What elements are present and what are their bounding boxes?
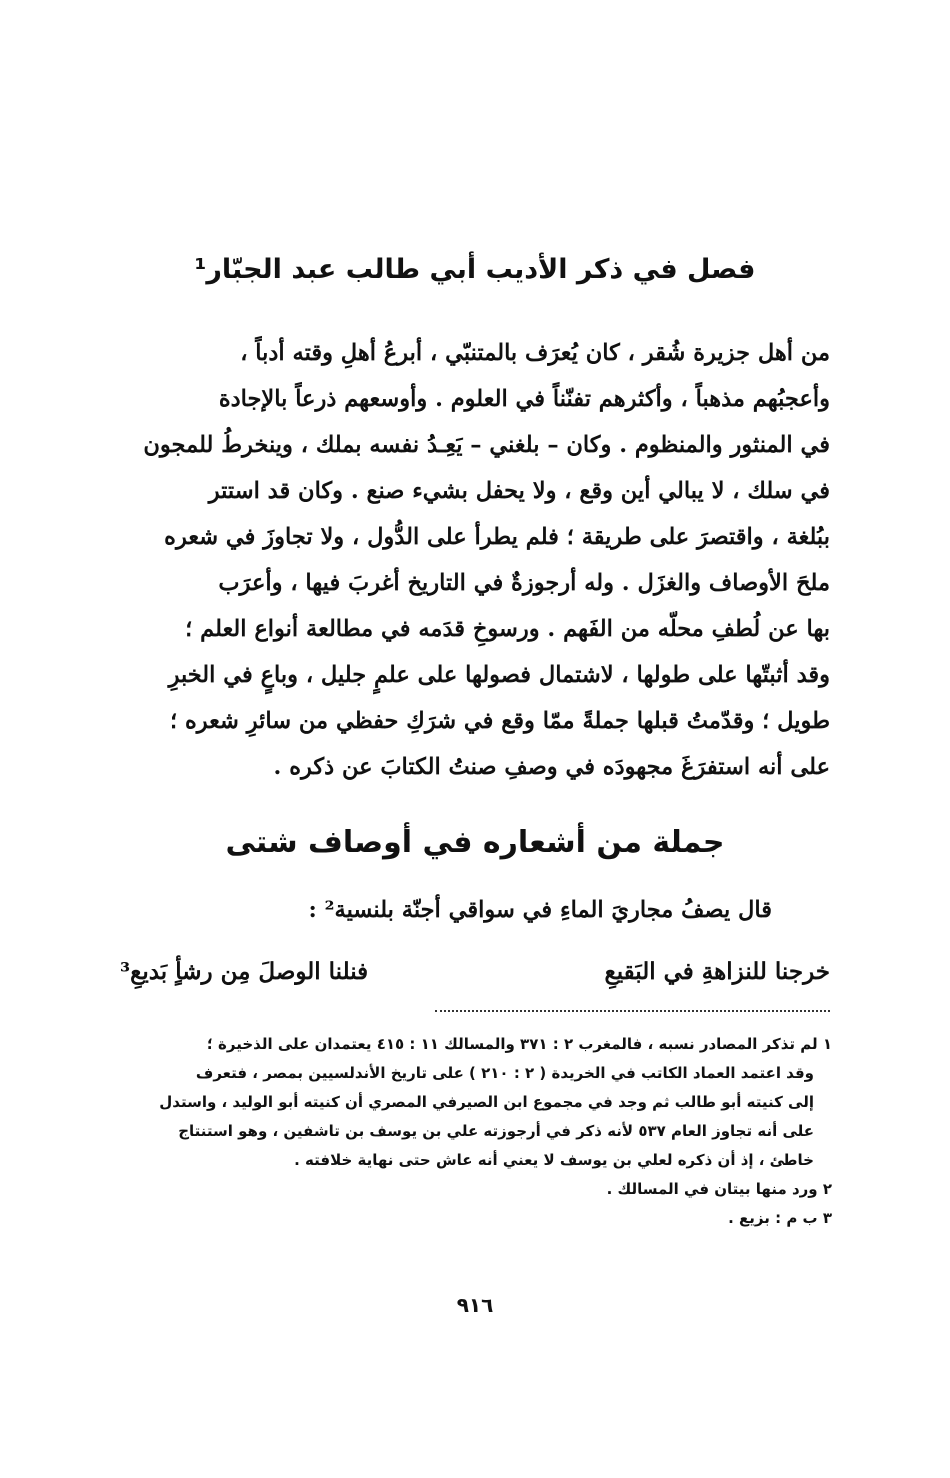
footnote-line: وقد اعتمد العماد الكاتب في الخريدة ( ٢ : ٢١٠ ) على تاريخ الأندلسيين بمصر ، فتعرف [195, 1064, 814, 1082]
verse-second-hemistich: فنلنا الوصلَ مِن رشأٍ بَديعِ³ [120, 958, 369, 985]
body-line: على أنه استفرَغَ مجهودَه في وصفِ صنتُ الكتابَ عن ذكره . [273, 754, 830, 780]
poems-subtitle: جملة من أشعاره في أوصاف شتى [225, 825, 725, 860]
body-paragraph [120, 330, 830, 790]
footnote-line: ٢ ورد منها بيتان في المسالك . [606, 1180, 832, 1198]
footnote-divider [435, 1010, 830, 1012]
body-line: ببُلغة ، واقتصرَ على طريقة ؛ فلم يطرأ على الدُّول ، ولا تجاوزَ في شعره [164, 524, 830, 550]
page-number: ٩١٦ [456, 1293, 494, 1317]
footnotes [120, 1030, 832, 1233]
body-line: طويل ؛ وقدّمتُ قبلها جملةً ممّا وقع في شرَكِ حفظي من سائرِ شعره ؛ [169, 708, 830, 734]
section-title: فصل في ذكر الأديب أبي طالب عبد الجبّار¹ [194, 254, 756, 285]
footnote-line: إلى كنيته أبو طالب ثم وجد في مجموع ابن الصيرفي المصري أن كنيته أبو الوليد ، واستدل [159, 1093, 814, 1111]
footnote-line: ٣ ب م : بزيع . [728, 1209, 832, 1227]
footnote-line: خاطئ ، إذ أن ذكره لعلي بن يوسف لا يعني أنه عاش حتى نهاية خلافته . [294, 1151, 814, 1169]
body-line: بها عن لُطفِ محلّه من الفَهم . ورسوخِ قدَمه في مطالعة أنواع العلم ؛ [185, 616, 830, 642]
body-line: ملحَ الأوصاف والغزَل . وله أرجوزةٌ في التاريخ أغربَ فيها ، وأعرَب [218, 570, 830, 596]
body-line: وأعجبُهم مذهباً ، وأكثرهم تفنّناً في العلوم . وأوسعهم ذرعاً بالإجادة [218, 386, 830, 412]
body-line: وقد أثبتّها على طولها ، لاشتمال فصولها على علمٍ جليل ، وباعٍ في الخبرِ [168, 662, 830, 688]
body-line: في سلك ، لا يبالي أين وقع ، ولا يحفل بشيء صنع . وكان قد استتر [208, 478, 830, 504]
poem-verse [120, 950, 830, 994]
verse-first-hemistich: خرجنا للنزاهةِ في البَقيعِ [604, 958, 830, 985]
body-line: في المنثور والمنظوم . وكان – بلغني – يَعِـدُ نفسه بملك ، وينخرطُ للمجون [143, 432, 830, 458]
poem-intro: قال يصفُ مجاريَ الماءِ في سواقي أجنّة بلنسية² : [308, 897, 772, 923]
footnote-line: على أنه تجاوز العام ٥٣٧ لأنه ذكر في أرجوزته علي بن يوسف بن تاشفين ، وهو استنتاج [178, 1122, 814, 1140]
body-line: من أهل جزيرة شُقر ، كان يُعرَف بالمتنبّي ، أبرعُ أهلِ وقته أدباً ، [240, 340, 830, 366]
footnote-line: ١ لم تذكر المصادر نسبه ، فالمغرب ٢ : ٣٧١ والمسالك ١١ : ٤١٥ يعتمدان على الذخيرة ؛ [206, 1035, 832, 1053]
